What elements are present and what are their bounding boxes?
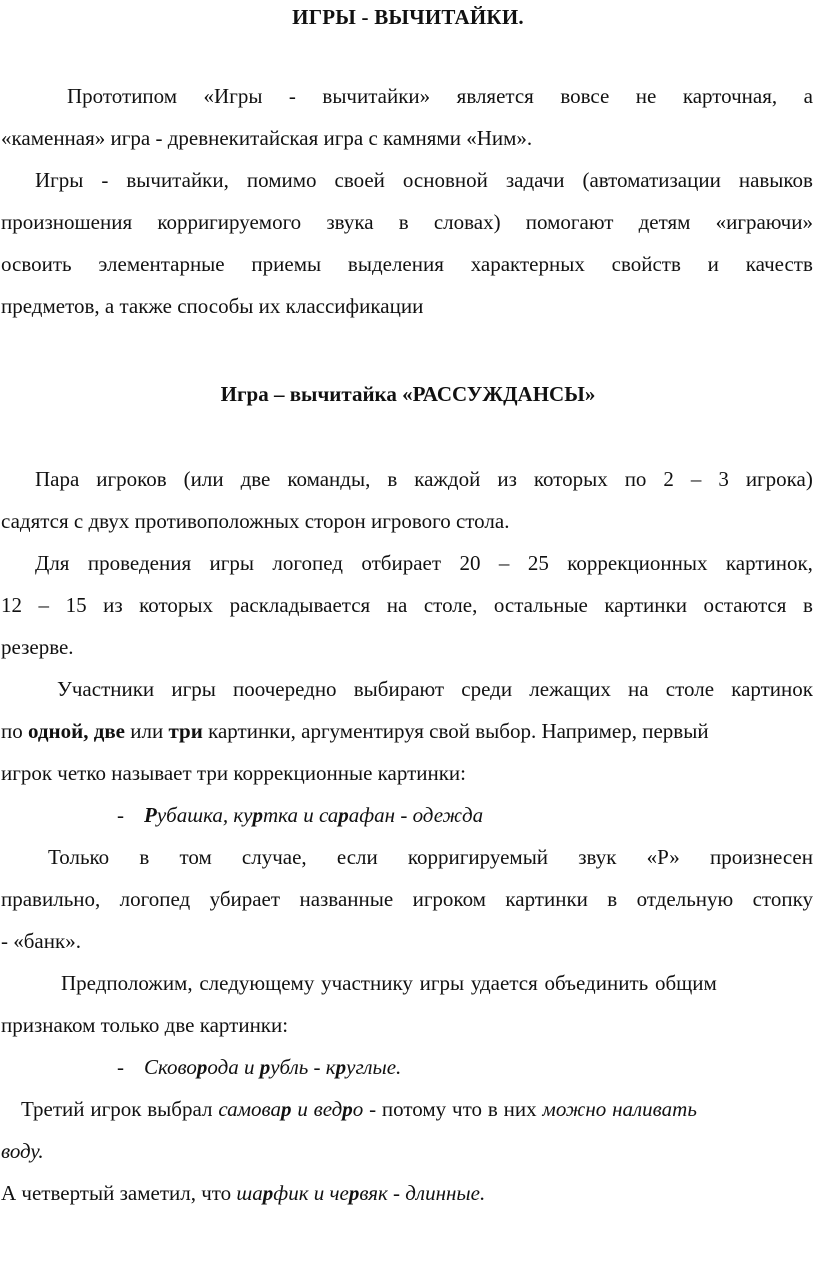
word: задачи — [505, 168, 565, 192]
word: названные — [299, 887, 394, 911]
word: игры — [171, 677, 216, 701]
word: «играючи» — [715, 210, 813, 234]
body-p4-line1 — [1, 542, 813, 584]
word: на — [386, 593, 408, 617]
body-p5-line2 — [1, 710, 813, 752]
word: по — [624, 467, 647, 491]
ex2-r6: р — [335, 1055, 347, 1079]
intro-p2-line2 — [1, 201, 813, 243]
ex1-r3: р — [252, 803, 264, 827]
ex1-t2: убашка, ку — [156, 803, 253, 827]
ex2-t3: ода и — [207, 1055, 260, 1079]
word: звука — [326, 210, 374, 234]
p8-e: р — [342, 1097, 353, 1121]
body-p7-line1 — [1, 962, 813, 1004]
word: – — [38, 593, 50, 617]
word: на — [628, 677, 649, 701]
word: в — [139, 845, 150, 869]
word: раскладывается — [229, 593, 371, 617]
word: 25 — [527, 551, 549, 575]
word: выделения — [347, 252, 444, 276]
word: «Игры — [203, 84, 263, 108]
word: лежащих — [529, 677, 611, 701]
p9-e: р — [348, 1181, 360, 1205]
word: столе — [665, 677, 715, 701]
word: Прототипом — [67, 84, 178, 108]
body-p5-line3: игрок четко называет три коррекционные картинки: — [1, 761, 466, 785]
word: картинок — [731, 677, 813, 701]
p5-text-e: картинки, аргументируя свой выбор. Например, первый — [202, 719, 709, 743]
p9-a: А четвертый заметил, что — [1, 1181, 237, 1205]
word: вычитайки» — [322, 84, 431, 108]
word: столе, — [423, 593, 478, 617]
body-p4-line3: резерве. — [1, 635, 74, 659]
word: 3 — [718, 467, 729, 491]
p9-c: р — [262, 1181, 274, 1205]
body-paragraphs — [1, 458, 813, 1214]
word: логопед — [272, 551, 343, 575]
word: если — [336, 845, 378, 869]
p5-bold-three: три — [168, 719, 203, 743]
body-p6-line1 — [1, 836, 813, 878]
intro-p1-line1 — [1, 75, 813, 117]
word: в — [607, 887, 618, 911]
word: «Р» — [646, 845, 680, 869]
word: основной — [402, 168, 488, 192]
p5-text-c: или — [125, 719, 169, 743]
word: – — [690, 467, 702, 491]
word: игроком — [412, 887, 486, 911]
word: выбирают — [353, 677, 445, 701]
ex1-t6: афан - одежда — [348, 803, 484, 827]
word: правильно, — [1, 887, 101, 911]
word: произношения — [1, 210, 133, 234]
word: 2 — [663, 467, 674, 491]
word: (или — [183, 467, 224, 491]
word: качеств — [745, 252, 813, 276]
p9-d: фик и че — [273, 1181, 349, 1205]
ex2-r2: р — [196, 1055, 208, 1079]
word: своей — [334, 168, 385, 192]
game-subtitle: Игра – вычитайка «РАССУЖДАНСЫ» — [220, 382, 596, 406]
p8-c: р — [280, 1097, 292, 1121]
p5-text-a: по — [1, 719, 28, 743]
p7-line1-text: Предположим, следующему участнику игры удается объединить общим — [61, 971, 717, 995]
word: в — [398, 210, 409, 234]
p9-f: вяк — [359, 1181, 388, 1205]
body-p4-line2 — [1, 584, 813, 626]
word: (автоматизации — [582, 168, 721, 192]
word: Только — [48, 845, 110, 869]
word: каждой — [414, 467, 481, 491]
word: команды, — [287, 467, 371, 491]
word: картинки — [604, 593, 687, 617]
word: в — [802, 593, 813, 617]
word: - — [101, 168, 109, 192]
ex1-t4: тка и са — [263, 803, 339, 827]
word: детям — [638, 210, 691, 234]
word: 12 — [1, 593, 22, 617]
word: картинки — [505, 887, 588, 911]
body-p8-line1 — [1, 1088, 813, 1130]
body-p6-line2 — [1, 878, 813, 920]
word: 15 — [65, 593, 87, 617]
ex1-r5: р — [338, 803, 349, 827]
intro-paragraphs — [1, 75, 813, 327]
p8-d: и вед — [291, 1097, 343, 1121]
word: которых — [139, 593, 214, 617]
word: приемы — [251, 252, 322, 276]
word: словах) — [433, 210, 501, 234]
word: 20 — [459, 551, 481, 575]
p9-h: длинные. — [405, 1181, 486, 1205]
word: том — [179, 845, 212, 869]
word: характерных — [470, 252, 585, 276]
word: является — [456, 84, 534, 108]
word: карточная, — [682, 84, 778, 108]
word: - — [288, 84, 296, 108]
word: а — [803, 84, 813, 108]
intro-p1-line2: «каменная» игра - древнекитайская игра с камнями «Ним». — [1, 126, 533, 150]
example-2 — [1, 1046, 813, 1088]
word: игроков — [96, 467, 167, 491]
body-p6-line3: - «банк». — [1, 929, 81, 953]
word: вычитайки, — [126, 168, 229, 192]
word: среди — [461, 677, 513, 701]
word: игры — [209, 551, 254, 575]
p9-b: ша — [236, 1181, 263, 1205]
intro-p2-line3 — [1, 243, 813, 285]
example-1 — [1, 794, 813, 836]
word: которых — [533, 467, 608, 491]
p8-a: Третий игрок выбрал — [21, 1097, 219, 1121]
word: Игры — [35, 168, 84, 192]
p9-g: - — [387, 1181, 406, 1205]
body-p3-line2: садятся с двух противоположных сторон игрового стола. — [1, 509, 510, 533]
word: Для — [35, 551, 70, 575]
word: свойств — [611, 252, 681, 276]
word: проведения — [87, 551, 192, 575]
p8-h: можно наливать — [542, 1097, 697, 1121]
ex2-r4: р — [259, 1055, 271, 1079]
word: корригируемый — [407, 845, 549, 869]
ex2-t7: углые. — [346, 1055, 402, 1079]
word: помогают — [525, 210, 614, 234]
word: в — [387, 467, 398, 491]
ex2-t1: Сково — [144, 1055, 197, 1079]
word: корригируемого — [157, 210, 302, 234]
word: – — [498, 551, 510, 575]
word: произнесен — [709, 845, 813, 869]
word: Пара — [35, 467, 80, 491]
word: отдельную — [636, 887, 734, 911]
word: логопед — [119, 887, 191, 911]
word: элементарные — [98, 252, 225, 276]
body-p7-line2: признаком только две картинки: — [1, 1013, 289, 1037]
word: и — [707, 252, 719, 276]
word: навыков — [738, 168, 813, 192]
word: из — [497, 467, 517, 491]
word: случае, — [241, 845, 307, 869]
page-title: ИГРЫ - ВЫЧИТАЙКИ. — [292, 5, 524, 29]
body-p3-line1 — [1, 458, 813, 500]
example-2-dash: - — [117, 1055, 124, 1079]
word: помимо — [246, 168, 317, 192]
word: из — [103, 593, 123, 617]
ex1-r1: Р — [144, 803, 157, 827]
body-p9-line1 — [1, 1172, 813, 1214]
ex2-t5: убль - к — [270, 1055, 336, 1079]
p5-bold-one-two: одной, две — [28, 719, 126, 743]
word: не — [635, 84, 657, 108]
intro-p2-line4: предметов, а также способы их классификации — [1, 294, 424, 318]
word: поочередно — [233, 677, 337, 701]
word: отбирает — [361, 551, 442, 575]
word: две — [240, 467, 271, 491]
example-1-dash: - — [117, 803, 124, 827]
word: вовсе — [560, 84, 610, 108]
word: убирает — [209, 887, 281, 911]
intro-p2-line1 — [1, 159, 813, 201]
p8-g: - потому что в них — [363, 1097, 543, 1121]
word: игрока) — [745, 467, 813, 491]
word: звук — [578, 845, 617, 869]
word: стопку — [752, 887, 813, 911]
word: остальные — [493, 593, 588, 617]
word: остаются — [703, 593, 787, 617]
p8-b: самова — [218, 1097, 281, 1121]
body-p8-line2: воду. — [1, 1139, 44, 1163]
word: картинок, — [725, 551, 813, 575]
word: Участники — [57, 677, 155, 701]
word: коррекционных — [567, 551, 708, 575]
p8-f: о — [352, 1097, 364, 1121]
body-p5-line1 — [1, 668, 813, 710]
word: освоить — [1, 252, 72, 276]
